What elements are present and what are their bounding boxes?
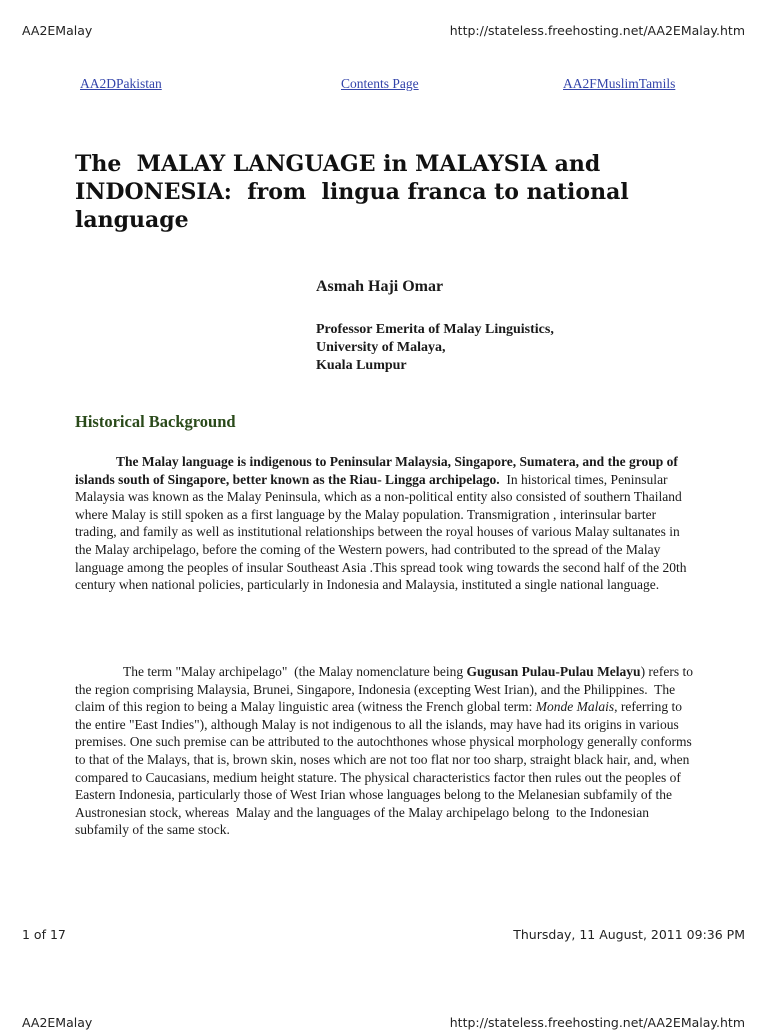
page-number: 1 of 17 bbox=[22, 927, 66, 942]
affiliation-line: Professor Emerita of Malay Linguistics, bbox=[316, 322, 554, 337]
paragraph-2-text-b: ) refers to the region comprising Malaysia, Brunei, Singapore, Indonesia (excepting West Irian), and the Philippines. The claim of this region to being a Malay linguistic area (witness the French global term: bbox=[75, 664, 697, 715]
print-datetime: Thursday, 11 August, 2011 09:36 PM bbox=[513, 927, 745, 942]
affiliation-line: Kuala Lumpur bbox=[316, 358, 407, 373]
author-affiliation bbox=[316, 321, 554, 375]
section-heading: Historical Background bbox=[75, 412, 236, 431]
paragraph-1 bbox=[75, 453, 695, 594]
paragraph-2 bbox=[75, 663, 695, 839]
article-title: The MALAY LANGUAGE in MALAYSIA and INDONESIA: from lingua franca to national language bbox=[75, 151, 637, 233]
paragraph-2-bold-term: Gugusan Pulau-Pulau Melayu bbox=[466, 664, 641, 679]
paragraph-1-text: In historical times, Peninsular Malaysia was known as the Malay Peninsula, which as a non-political entity also consisted of southern Thailand where Malay is still spoken as a first language by the Malay population. Transmigration , interinsular barter trading, and family as well as institutional relationships between the royal houses of various Malay sultanates in the Malay archipelago, before the coming of the Western powers, had contributed to the spread of the Malay language among the peoples of insular Southeast Asia .This spread took wing towards the second half of the 20th century when national policies, particularly in Indonesia and Malaysia, instituted a single national language. bbox=[75, 471, 690, 593]
paragraph-2-text-a: The term "Malay archipelago" (the Malay nomenclature being bbox=[123, 664, 467, 679]
paragraph-2-text-c: , referring to the entire "East Indies"), although Malay is not indigenous to all the islands, may have had its origins in various premises. One such premise can be attributed to the autochthones whose physical morphology generally conforms to that of the Malays, that is, brown skin, noses which are not too flat nor too sharp, straight black hair, and, when compared to Caucasians, medium height stature. The physical characteristics factor then rules out the peoples of Eastern Indonesia, particularly those of West Irian whose languages belong to the Melanesian subfamily of the Austronesian stock, whereas Malay and the languages of the Malay archipelago belong to the Indonesian subfamily of the same stock. bbox=[75, 699, 696, 838]
print-header-url: http://stateless.freehosting.net/AA2EMalay.htm bbox=[449, 23, 745, 38]
paragraph-1-bold-lead: The Malay language is indigenous to Peninsular Malaysia, Singapore, Sumatera, and the group of islands south of Singapore, better known as the Riau- Lingga archipelago. bbox=[75, 454, 682, 487]
contents-page-link[interactable]: Contents Page bbox=[341, 76, 419, 91]
print-header-title: AA2EMalay bbox=[22, 23, 93, 38]
prev-page-link[interactable]: AA2DPakistan bbox=[80, 76, 162, 91]
author-name: Asmah Haji Omar bbox=[316, 278, 444, 295]
next-page-header-url: http://stateless.freehosting.net/AA2EMalay.htm bbox=[449, 1015, 745, 1030]
next-page-header-title: AA2EMalay bbox=[22, 1015, 93, 1030]
next-page-link[interactable]: AA2FMuslimTamils bbox=[563, 76, 676, 91]
affiliation-line: University of Malaya, bbox=[316, 340, 446, 355]
paragraph-2-italic-term: Monde Malais bbox=[535, 699, 615, 715]
